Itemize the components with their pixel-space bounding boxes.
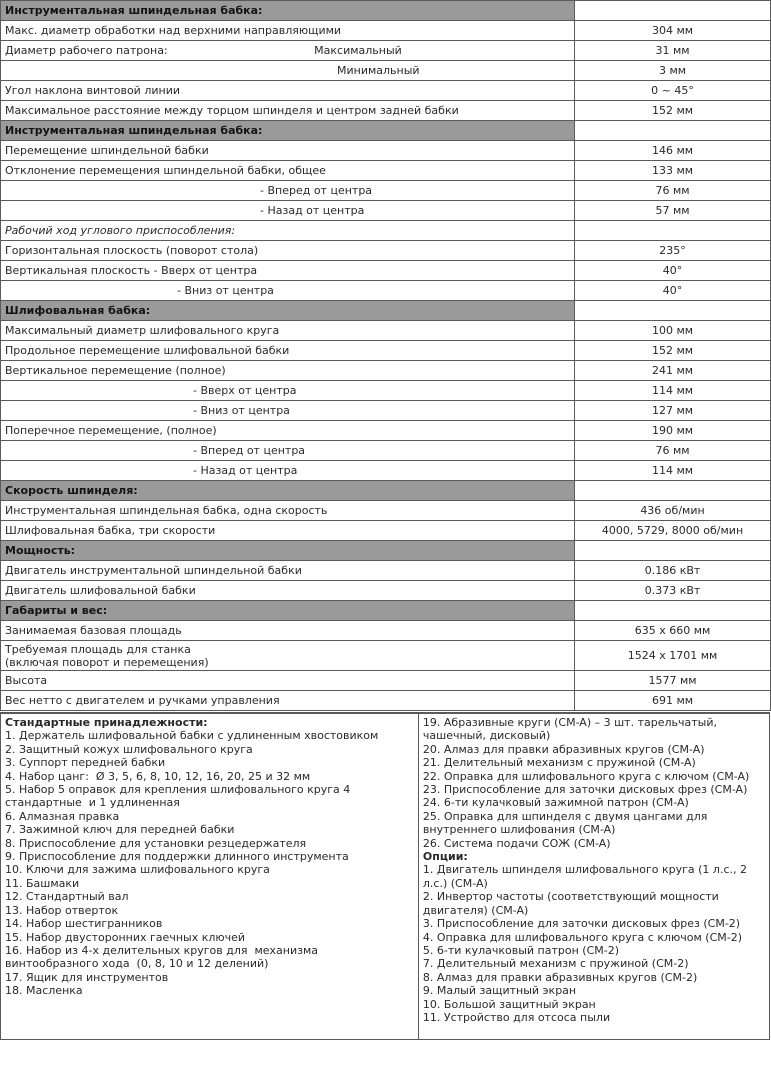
spec-label-cell [1,181,575,201]
spec-label-cell [1,461,575,481]
spec-label: Инструментальная шпиндельная бабка, одна скорость [5,504,328,517]
spec-value-cell [575,541,771,561]
spec-value-cell: 190 мм [575,421,771,441]
standard-accessory-item: 16. Набор из 4-х делительных кругов для механизма винтообразного хода (0, 8, 10 и 12 делений) [5,943,322,971]
spec-label: Диаметр рабочего патрона: [5,44,168,57]
spec-label-cell [1,521,575,541]
spec-label-cell [1,421,575,441]
spec-value-cell: 114 мм [575,461,771,481]
spec-value-cell: 114 мм [575,381,771,401]
extra-accessory-item: 26. Система подачи СОЖ (CM-A) [422,836,611,850]
option-item: 2. Инвертор частоты (соответствующий мощности двигателя) (CM-A) [422,890,723,917]
spec-label: Отклонение перемещения шпиндельной бабки, общее [5,164,326,177]
spec-row [1,21,771,41]
spec-label: Двигатель инструментальной шпиндельной бабки [5,564,302,577]
spec-indented-label: - Вниз от центра [193,404,290,417]
spec-row [1,161,771,181]
options-title: Опции: [422,850,468,864]
spec-label-cell [1,61,575,81]
spec-label: Занимаемая базовая площадь [5,624,182,637]
spec-value-cell: 127 мм [575,401,771,421]
spec-value-cell [575,601,771,621]
spec-row [1,691,771,711]
spec-row [1,561,771,581]
spec-label-cell [1,381,575,401]
spec-sublabel: Минимальный [337,64,420,77]
standard-accessory-item: 4. Набор цанг: Ø 3, 5, 6, 8, 10, 12, 16, 20, 25 и 32 мм [5,769,311,783]
spec-value-cell: 100 мм [575,321,771,341]
spec-label-cell [1,361,575,381]
standard-accessory-item: 10. Ключи для зажима шлифовального круга [5,863,270,877]
spec-label: Шлифовальная бабка: [5,304,151,317]
spec-value-cell [575,221,771,241]
extra-accessories-column [419,714,769,1039]
spec-label: Шлифовальная бабка, три скорости [5,524,216,537]
spec-label-cell [1,201,575,221]
spec-row [1,101,771,121]
extra-accessory-item: 21. Делительный механизм с пружиной (CM-A) [422,756,696,770]
spec-label-cell [1,501,575,521]
standard-accessory-item: 14. Набор шестигранников [5,917,163,931]
standard-accessory-item: 2. Защитный кожух шлифовального круга [5,742,253,756]
spec-label-cell [1,601,575,621]
spec-row [1,361,771,381]
spec-label-cell [1,671,575,691]
standard-accessory-item: 9. Приспособление для поддержки длинного инструмента [5,850,349,864]
standard-accessory-item: 18. Масленка [5,984,83,998]
spec-label-cell [1,401,575,421]
option-item: 3. Приспособление для заточки дисковых фрез (CM-2) [422,917,741,931]
spec-row [1,81,771,101]
standard-accessory-item: 15. Набор двусторонних гаечных ключей [5,930,246,944]
spec-label: Двигатель шлифовальной бабки [5,584,196,597]
spec-value-cell: 436 об/мин [575,501,771,521]
spec-label: Мощность: [5,544,76,557]
option-item: 8. Алмаз для правки абразивных кругов (CM-2) [422,970,698,984]
spec-row [1,201,771,221]
spec-label: Габариты и вес: [5,604,108,617]
spec-indented-label: - Назад от центра [193,464,298,477]
spec-row [1,501,771,521]
spec-value-cell: 133 мм [575,161,771,181]
spec-value-cell: 0.186 кВт [575,561,771,581]
spec-label-cell [1,481,575,501]
spec-row [1,401,771,421]
standard-accessory-item: 12. Стандартный вал [5,890,129,904]
spec-value-cell: 1524 x 1701 мм [575,641,771,671]
option-item: 4. Оправка для шлифовального круга с ключом (CM-2) [422,930,743,944]
standard-accessory-item: 7. Зажимной ключ для передней бабки [5,823,235,837]
standard-accessories-column [1,714,419,1039]
option-item: 1. Двигатель шпинделя шлифовального круга (1 л.с., 2 л.с.) (CM-A) [422,863,751,890]
spec-label: Угол наклона винтовой линии [5,84,180,97]
spec-label: Перемещение шпиндельной бабки [5,144,209,157]
spec-sublabel: Максимальный [314,44,402,57]
spec-indented-label: - Вниз от центра [177,284,274,297]
option-item: 9. Малый защитный экран [422,984,577,998]
spec-label: Скорость шпинделя: [5,484,138,497]
spec-value-cell: 0 ~ 45° [575,81,771,101]
spec-indented-label: - Назад от центра [260,204,365,217]
spec-value-cell: 635 x 660 мм [575,621,771,641]
spec-row [1,221,771,241]
spec-label-cell [1,301,575,321]
spec-label-cell [1,241,575,261]
spec-value-cell [575,301,771,321]
spec-value-cell: 0.373 кВт [575,581,771,601]
spec-value-cell: 691 мм [575,691,771,711]
spec-label: Вертикальное перемещение (полное) [5,364,226,377]
option-item: 7. Делительный механизм с пружиной (CM-2) [422,957,689,971]
spec-indented-label: - Вперед от центра [260,184,373,197]
spec-row [1,241,771,261]
extra-accessory-item: 22. Оправка для шлифовального круга с ключом (CM-A) [422,769,750,783]
section-header-row [1,121,771,141]
spec-value-cell: 152 мм [575,341,771,361]
options-list [423,863,765,1024]
spec-row [1,341,771,361]
spec-row [1,381,771,401]
spec-value-cell: 4000, 5729, 8000 об/мин [575,521,771,541]
spec-label-cell [1,141,575,161]
spec-value-cell: 57 мм [575,201,771,221]
spec-value-cell: 146 мм [575,141,771,161]
spec-label-cell [1,261,575,281]
spec-label: Высота [5,674,48,687]
spec-label-cell [1,621,575,641]
spec-row [1,61,771,81]
spec-label-cell [1,1,575,21]
spec-value-cell: 3 мм [575,61,771,81]
spec-row [1,441,771,461]
spec-value-cell: 304 мм [575,21,771,41]
spec-label-cell [1,691,575,711]
spec-label-cell [1,641,575,671]
spec-row [1,461,771,481]
standard-accessories-list [5,729,414,997]
spec-value-cell: 31 мм [575,41,771,61]
standard-accessory-item: 6. Алмазная правка [5,809,120,823]
extra-accessory-item: 20. Алмаз для правки абразивных кругов (CM-A) [422,742,705,756]
spec-label-cell [1,341,575,361]
spec-value-cell [575,481,771,501]
spec-value-cell: 76 мм [575,181,771,201]
spec-label: Вес нетто с двигателем и ручками управления [5,694,280,707]
section-header-row [1,541,771,561]
spec-value-cell [575,1,771,21]
option-item: 10. Большой защитный экран [422,997,596,1011]
spec-row [1,321,771,341]
spec-label-cell [1,221,575,241]
standard-accessory-item: 17. Ящик для инструментов [5,970,169,984]
standard-accessory-item: 5. Набор 5 оправок для крепления шлифовального круга 4 стандартные и 1 удлиненная [5,783,354,810]
standard-accessory-item: 3. Суппорт передней бабки [5,756,166,770]
spec-row [1,41,771,61]
spec-label-cell [1,561,575,581]
spec-label: Инструментальная шпиндельная бабка: [5,4,263,17]
spec-indented-label: - Вверх от центра [193,384,297,397]
spec-indented-label: - Вперед от центра [193,444,306,457]
extra-accessories-list [423,716,765,850]
spec-row [1,641,771,671]
spec-label-cell [1,581,575,601]
spec-label: Требуемая площадь для станка [5,642,191,656]
spec-value-cell: 152 мм [575,101,771,121]
extra-accessory-item: 23. Приспособление для заточки дисковых фрез (CM-A) [422,783,748,797]
spec-label: Вертикальная плоскость - Вверх от центра [5,264,258,277]
spec-label-cell [1,321,575,341]
spec-value-cell [575,121,771,141]
spec-label-cell [1,281,575,301]
spec-row [1,621,771,641]
spec-row [1,281,771,301]
spec-value-cell: 40° [575,261,771,281]
spec-label: Максимальное расстояние между торцом шпинделя и центром задней бабки [5,104,459,117]
spec-row [1,421,771,441]
spec-label-cell [1,441,575,461]
spec-row [1,141,771,161]
spec-row [1,261,771,281]
spec-label-cell [1,121,575,141]
spec-row [1,181,771,201]
standard-accessory-item: 8. Приспособление для установки резцедержателя [5,836,307,850]
spec-label-cell [1,81,575,101]
standard-accessory-item: 13. Набор отверток [5,903,119,917]
accessories-panel [0,712,770,1040]
standard-accessory-item: 11. Башмаки [5,876,80,890]
extra-accessory-item: 25. Оправка для шпинделя с двумя цангами для внутреннего шлифования (CM-A) [422,809,711,837]
option-item: 11. Устройство для отсоса пыли [422,1010,611,1024]
spec-label-line2: (включая поворот и перемещения) [5,655,209,669]
spec-label-cell [1,41,575,61]
section-header-row [1,301,771,321]
spec-label-cell [1,541,575,561]
standard-accessories-title: Стандартные принадлежности: [5,716,208,729]
spec-value-cell: 40° [575,281,771,301]
spec-label: Инструментальная шпиндельная бабка: [5,124,263,137]
spec-value-cell: 235° [575,241,771,261]
spec-label: Макс. диаметр обработки над верхними направляющими [5,24,342,37]
spec-label: Максимальный диаметр шлифовального круга [5,324,280,337]
spec-row [1,671,771,691]
extra-accessory-item: 24. 6-ти кулачковый зажимной патрон (CM-A) [422,796,689,810]
spec-row [1,581,771,601]
option-item: 5. 6-ти кулачковый патрон (CM-2) [422,943,619,957]
spec-value-cell: 1577 мм [575,671,771,691]
standard-accessory-item: 1. Держатель шлифовальной бабки с удлиненным хвостовиком [5,729,379,743]
extra-accessory-item: 19. Абразивные круги (CM-A) – 3 шт. тарельчатый, чашечный, дисковый) [422,716,721,743]
spec-label-cell [1,101,575,121]
spec-label: Поперечное перемещение, (полное) [5,424,217,437]
section-header-row [1,601,771,621]
spec-label-cell [1,161,575,181]
spec-row [1,521,771,541]
spec-label-cell [1,21,575,41]
spec-label: Горизонтальная плоскость (поворот стола) [5,244,259,257]
spec-label: Продольное перемещение шлифовальной бабки [5,344,290,357]
section-header-row [1,481,771,501]
spec-label: Рабочий ход углового приспособления: [5,224,236,237]
spec-value-cell: 76 мм [575,441,771,461]
spec-value-cell: 241 мм [575,361,771,381]
section-header-row [1,1,771,21]
